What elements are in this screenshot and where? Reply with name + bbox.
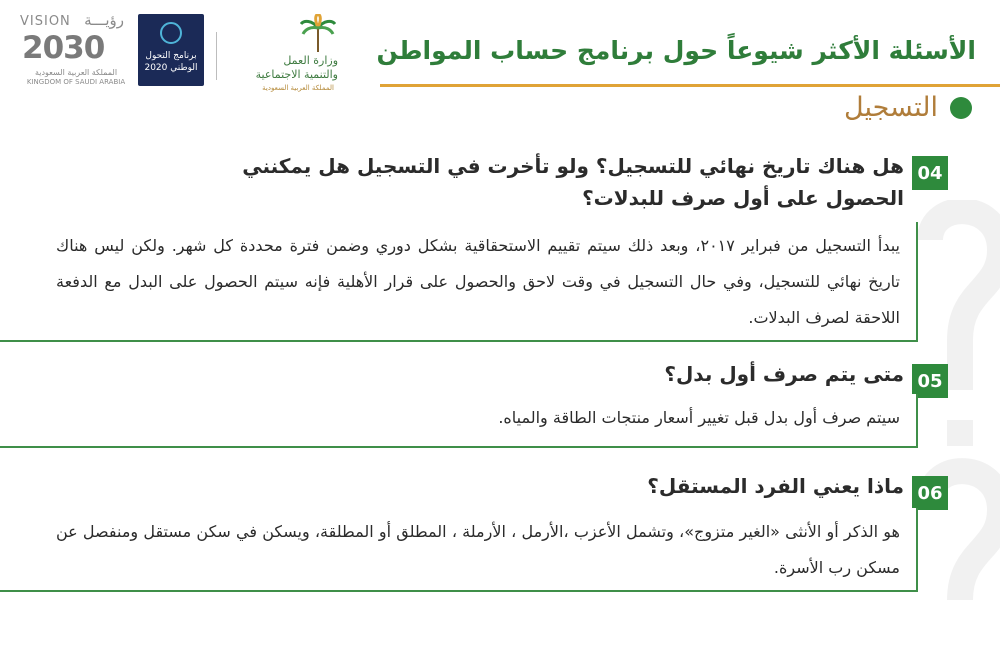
ministry-name-line2: والتنمية الاجتماعية <box>255 68 338 81</box>
palm-tree-icon <box>300 14 336 54</box>
background-question-mark-icon <box>910 200 1000 620</box>
vision-year: 2030 <box>22 30 105 66</box>
faq-number-badge: 05 <box>912 364 948 398</box>
page-title: الأسئلة الأكثر شيوعاً حول برنامج حساب المواطن <box>376 36 976 65</box>
vision-label: VISION <box>20 14 71 29</box>
vision-subtitle-ar: المملكة العربية السعودية <box>34 68 118 77</box>
vision-label-ar: رؤيـــة <box>84 11 124 29</box>
faq-question-line2: الحصول على أول صرف للبدلات؟ <box>582 186 904 210</box>
national-transformation-logo <box>138 14 204 86</box>
faq-answer: هو الذكر أو الأنثى «الغير متزوج»، وتشمل الأعزب ،الأرمل ، الأرملة ، المطلق أو المطلقة، ويسكن في سكن مستقل ومنفصل عن مسكن رب الأسرة. <box>56 522 900 577</box>
ministry-country: المملكة العربية السعودية <box>262 84 334 92</box>
vision-2030-logo <box>20 11 130 88</box>
bullet-dot-icon <box>950 97 972 119</box>
faq-question: متى يتم صرف أول بدل؟ <box>664 362 904 386</box>
section-title: التسجيل <box>844 92 938 123</box>
ntp-line2: الوطني 2020 <box>144 63 198 73</box>
faq-number-badge: 06 <box>912 476 948 510</box>
faq-answer: يبدأ التسجيل من فبراير ٢٠١٧، وبعد ذلك سيتم تقييم الاستحقاقية بشكل دوري وضمن فترة محددة كل شهر. ولكن ليس هناك تاريخ نهائي للتسجيل، وفي حال التسجيل في وقت لاحق والحصول على قرار الأهلية فإنه سيتم الحصول على البدل مع الدفعة اللاحقة لصرف البدلات. <box>56 236 900 327</box>
faq-question: ماذا يعني الفرد المستقل؟ <box>647 474 904 498</box>
ministry-name-line1: وزارة العمل <box>283 54 338 67</box>
faq-answer: سيتم صرف أول بدل قبل تغيير أسعار منتجات الطاقة والمياه. <box>498 408 900 427</box>
section-heading <box>844 92 972 123</box>
faq-number-badge: 04 <box>912 156 948 190</box>
logo-divider <box>216 32 217 80</box>
page-header <box>0 0 1000 96</box>
vision-subtitle-en: KINGDOM OF SAUDI ARABIA <box>26 78 126 86</box>
title-underline <box>380 84 1000 87</box>
ntp-line1: برنامج التحول <box>145 51 197 61</box>
faq-question: هل هناك تاريخ نهائي للتسجيل؟ ولو تأخرت في التسجيل هل يمكنني <box>242 154 904 178</box>
ntp-text <box>138 50 204 74</box>
ntp-emblem-icon <box>160 22 182 44</box>
ministry-logo <box>236 14 346 94</box>
